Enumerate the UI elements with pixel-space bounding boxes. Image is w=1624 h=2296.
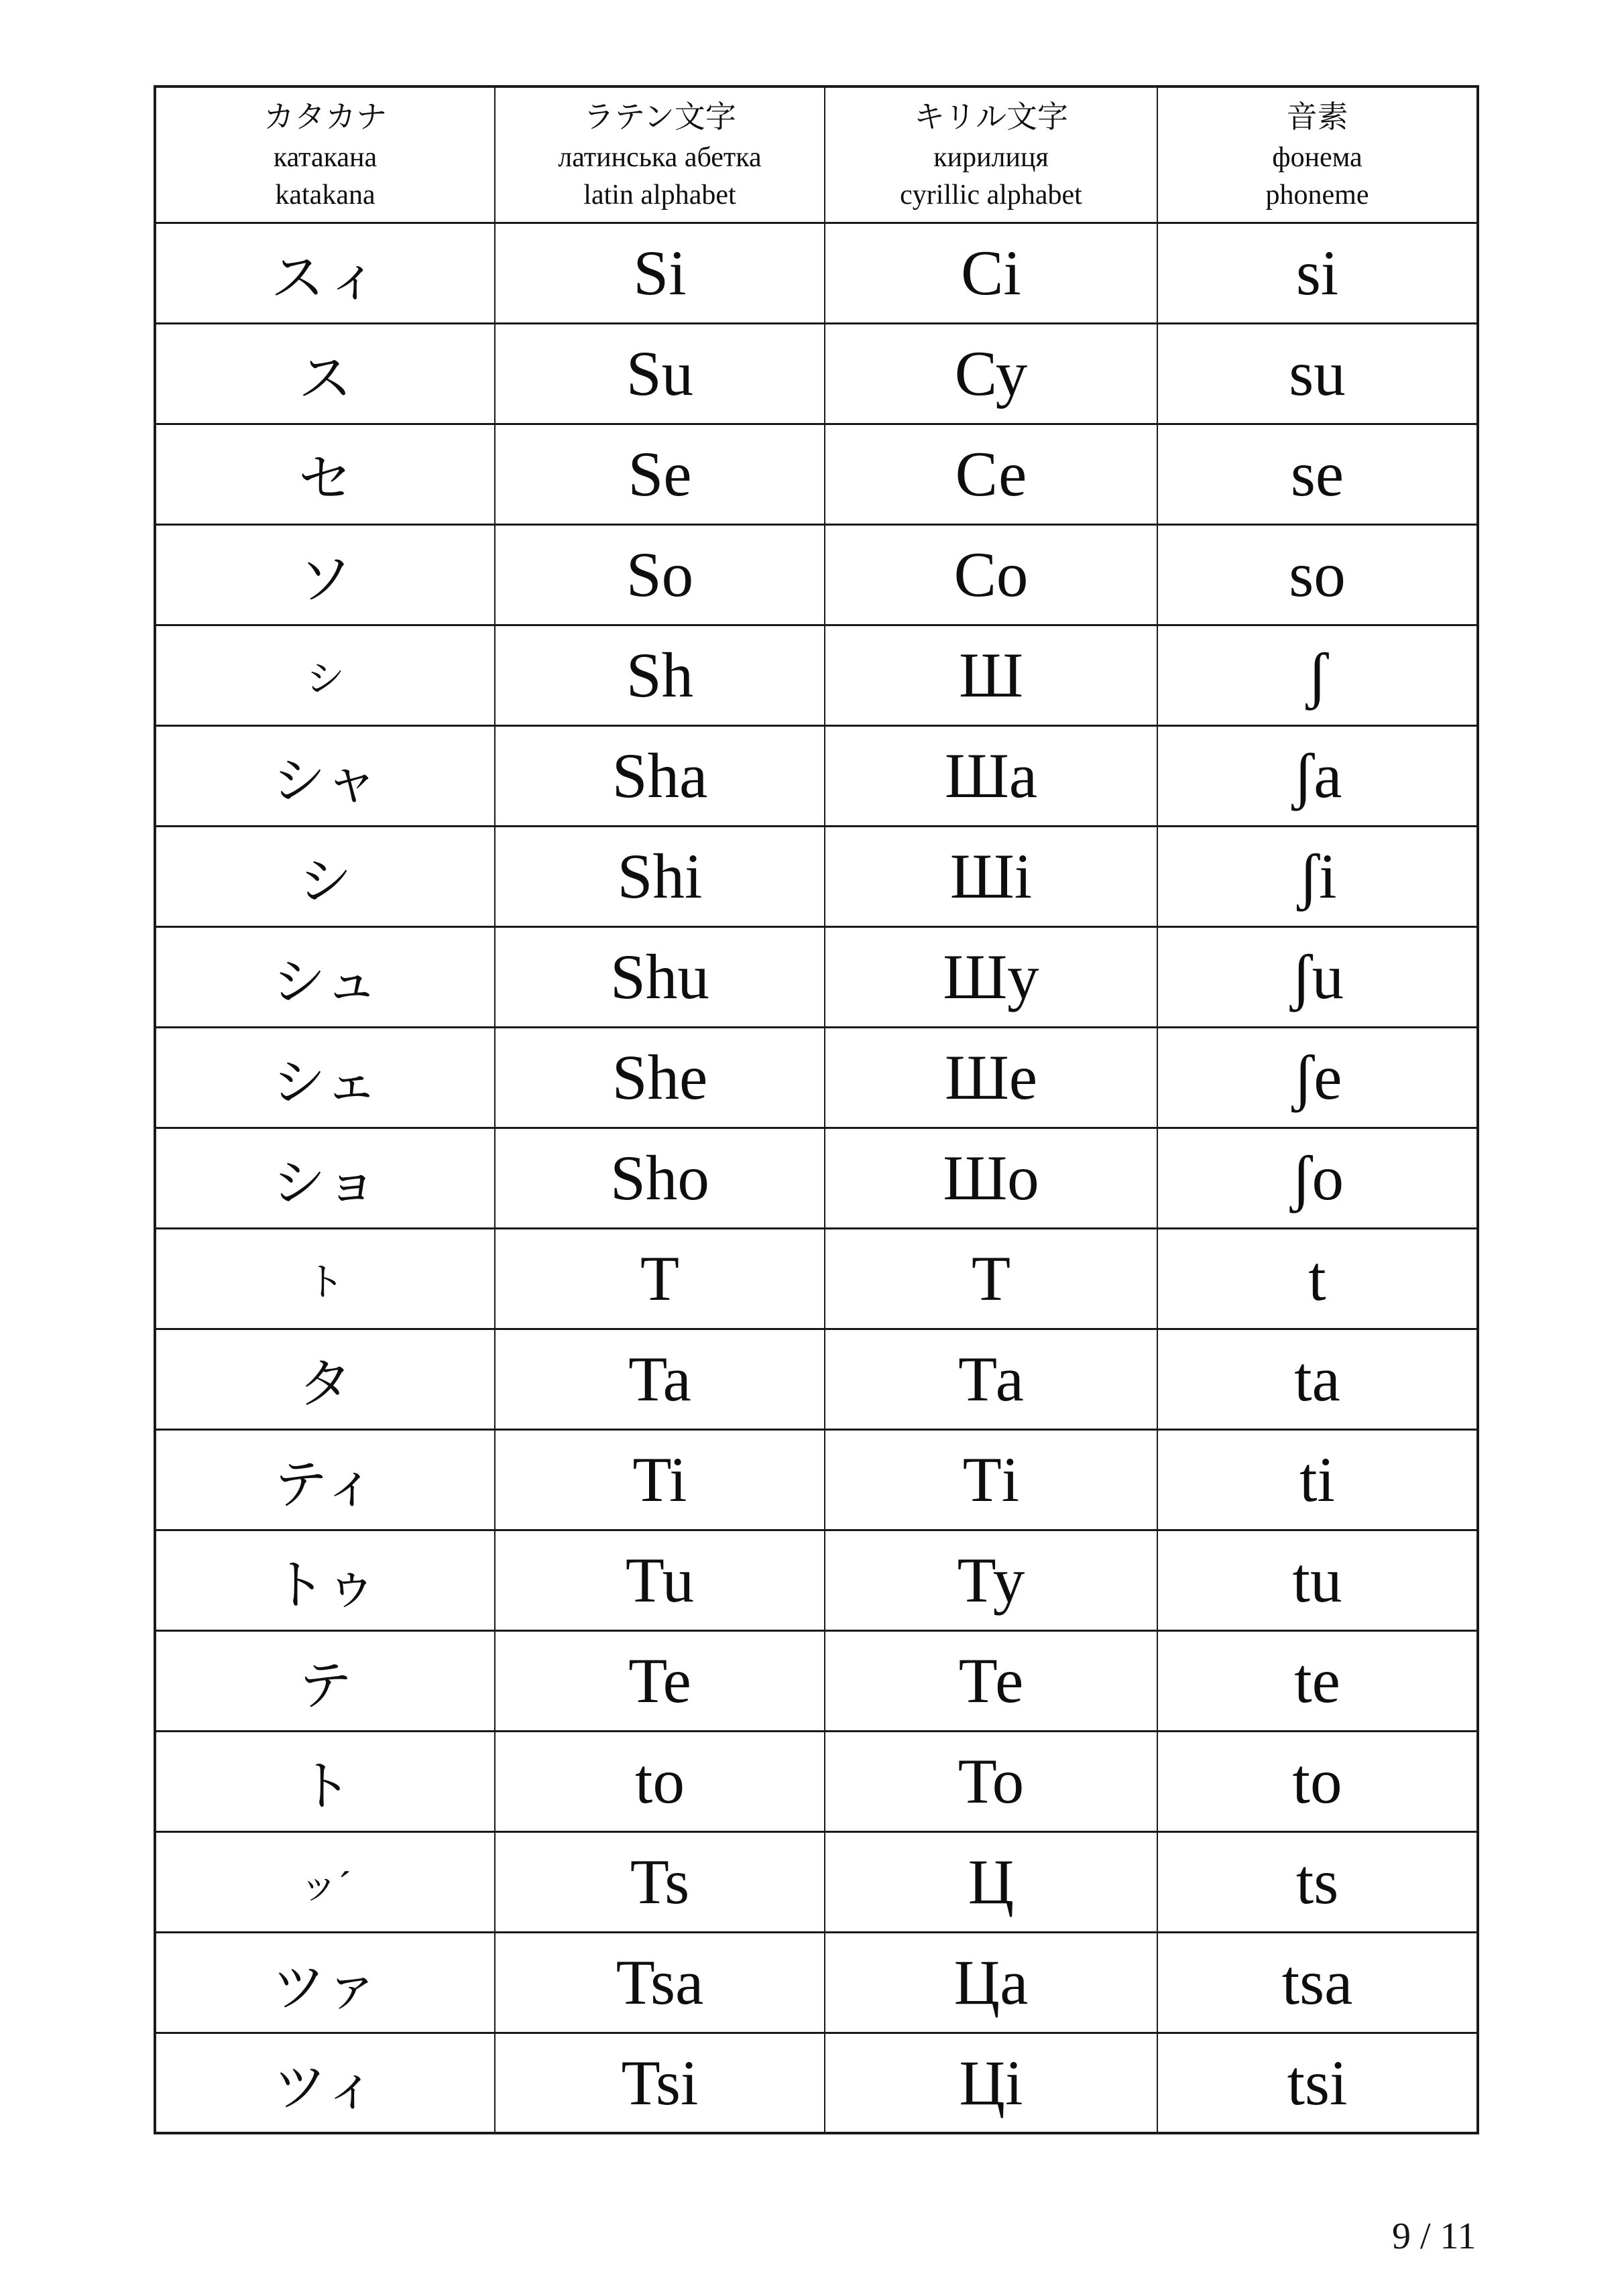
cyrillic-cell: Ті — [825, 1429, 1157, 1530]
phoneme-cell: tu — [1157, 1530, 1478, 1630]
header-latin-ja: ラテン文字 — [583, 99, 736, 134]
latin-cell: T — [495, 1228, 825, 1329]
phoneme-cell: ti — [1157, 1429, 1478, 1530]
latin-cell: Tsi — [495, 2033, 825, 2133]
table-row — [155, 524, 1478, 625]
phoneme-cell: se — [1157, 424, 1478, 524]
header-col-phoneme — [1157, 86, 1478, 223]
table-row — [155, 1530, 1478, 1630]
table-row — [155, 223, 1478, 323]
katakana-cell: シャ — [155, 725, 495, 826]
cyrillic-cell: Сі — [825, 223, 1157, 323]
katakana-cell: ツァ — [155, 1932, 495, 2033]
latin-cell: to — [495, 1731, 825, 1831]
table-row — [155, 926, 1478, 1027]
header-katakana-en: katakana — [275, 179, 375, 210]
header-katakana-uk: катакана — [273, 141, 378, 173]
katakana-cell: ティ — [155, 1429, 495, 1530]
table-row — [155, 826, 1478, 926]
table-row — [155, 1731, 1478, 1831]
header-phoneme-en: phoneme — [1265, 179, 1369, 210]
latin-cell: Shi — [495, 826, 825, 926]
table-row — [155, 1128, 1478, 1228]
katakana-cell: タ — [155, 1329, 495, 1429]
katakana-cell: シュ — [155, 926, 495, 1027]
cyrillic-cell: Те — [825, 1630, 1157, 1731]
katakana-cell: ス — [155, 323, 495, 424]
header-latin-en: latin alphabet — [583, 179, 736, 210]
latin-cell: Se — [495, 424, 825, 524]
header-katakana-ja: カタカナ — [264, 99, 387, 134]
cyrillic-cell: Ше — [825, 1027, 1157, 1128]
phoneme-cell: ts — [1157, 1831, 1478, 1932]
table-row — [155, 1027, 1478, 1128]
header-col-katakana — [155, 86, 495, 223]
katakana-cell: ッ´ — [155, 1831, 495, 1932]
latin-cell: So — [495, 524, 825, 625]
cyrillic-cell: Т — [825, 1228, 1157, 1329]
phoneme-cell: te — [1157, 1630, 1478, 1731]
katakana-cell: ト — [155, 1228, 495, 1329]
table-header — [155, 86, 1478, 223]
header-row — [155, 86, 1478, 223]
table-row — [155, 1329, 1478, 1429]
table-body — [155, 223, 1478, 2133]
latin-cell: Shu — [495, 926, 825, 1027]
cyrillic-cell: Ца — [825, 1932, 1157, 2033]
phoneme-cell: tsi — [1157, 2033, 1478, 2133]
latin-cell: Te — [495, 1630, 825, 1731]
transliteration-table — [154, 85, 1479, 2134]
katakana-cell: シ — [155, 826, 495, 926]
katakana-cell: シ — [155, 625, 495, 725]
header-phoneme-ja: 音素 — [1286, 99, 1348, 134]
header-cyrillic-en: cyrillic alphabet — [900, 179, 1082, 210]
page-number: 9 / 11 — [1392, 2216, 1476, 2257]
table-row — [155, 2033, 1478, 2133]
latin-cell: She — [495, 1027, 825, 1128]
cyrillic-cell: Се — [825, 424, 1157, 524]
latin-cell: Sho — [495, 1128, 825, 1228]
table-row — [155, 1831, 1478, 1932]
table-row — [155, 1932, 1478, 2033]
cyrillic-cell: Ці — [825, 2033, 1157, 2133]
header-col-cyrillic — [825, 86, 1157, 223]
cyrillic-cell: Шо — [825, 1128, 1157, 1228]
phoneme-cell: to — [1157, 1731, 1478, 1831]
phoneme-cell: ʃo — [1157, 1128, 1478, 1228]
table-row — [155, 424, 1478, 524]
cyrillic-cell: Ші — [825, 826, 1157, 926]
cyrillic-cell: То — [825, 1731, 1157, 1831]
latin-cell: Ti — [495, 1429, 825, 1530]
cyrillic-cell: Ш — [825, 625, 1157, 725]
header-latin-uk: латинська абетка — [558, 141, 762, 173]
cyrillic-cell: Шу — [825, 926, 1157, 1027]
katakana-cell: テ — [155, 1630, 495, 1731]
latin-cell: Tsa — [495, 1932, 825, 2033]
katakana-cell: ソ — [155, 524, 495, 625]
phoneme-cell: ʃi — [1157, 826, 1478, 926]
latin-cell: Su — [495, 323, 825, 424]
cyrillic-cell: Со — [825, 524, 1157, 625]
phoneme-cell: ʃa — [1157, 725, 1478, 826]
phoneme-cell: ʃ — [1157, 625, 1478, 725]
phoneme-cell: ʃu — [1157, 926, 1478, 1027]
phoneme-cell: ta — [1157, 1329, 1478, 1429]
header-phoneme-uk: фонема — [1272, 141, 1362, 173]
phoneme-cell: si — [1157, 223, 1478, 323]
latin-cell: Ts — [495, 1831, 825, 1932]
cyrillic-cell: Ша — [825, 725, 1157, 826]
header-cyrillic-ja: キリル文字 — [914, 99, 1068, 134]
katakana-cell: シェ — [155, 1027, 495, 1128]
latin-cell: Sh — [495, 625, 825, 725]
phoneme-cell: ʃe — [1157, 1027, 1478, 1128]
table-row — [155, 1228, 1478, 1329]
latin-cell: Ta — [495, 1329, 825, 1429]
table-row — [155, 625, 1478, 725]
katakana-cell: セ — [155, 424, 495, 524]
header-cyrillic-uk: кирилиця — [933, 141, 1049, 173]
table-row — [155, 1630, 1478, 1731]
katakana-cell: スィ — [155, 223, 495, 323]
phoneme-cell: su — [1157, 323, 1478, 424]
katakana-cell: ト — [155, 1731, 495, 1831]
cyrillic-cell: Су — [825, 323, 1157, 424]
table-row — [155, 323, 1478, 424]
phoneme-cell: tsa — [1157, 1932, 1478, 2033]
cyrillic-cell: Ц — [825, 1831, 1157, 1932]
latin-cell: Sha — [495, 725, 825, 826]
phoneme-cell: t — [1157, 1228, 1478, 1329]
table-row — [155, 1429, 1478, 1530]
header-col-latin — [495, 86, 825, 223]
katakana-cell: ツィ — [155, 2033, 495, 2133]
katakana-cell: トゥ — [155, 1530, 495, 1630]
phoneme-cell: so — [1157, 524, 1478, 625]
latin-cell: Si — [495, 223, 825, 323]
cyrillic-cell: Та — [825, 1329, 1157, 1429]
table-row — [155, 725, 1478, 826]
latin-cell: Tu — [495, 1530, 825, 1630]
cyrillic-cell: Ту — [825, 1530, 1157, 1630]
katakana-cell: ショ — [155, 1128, 495, 1228]
